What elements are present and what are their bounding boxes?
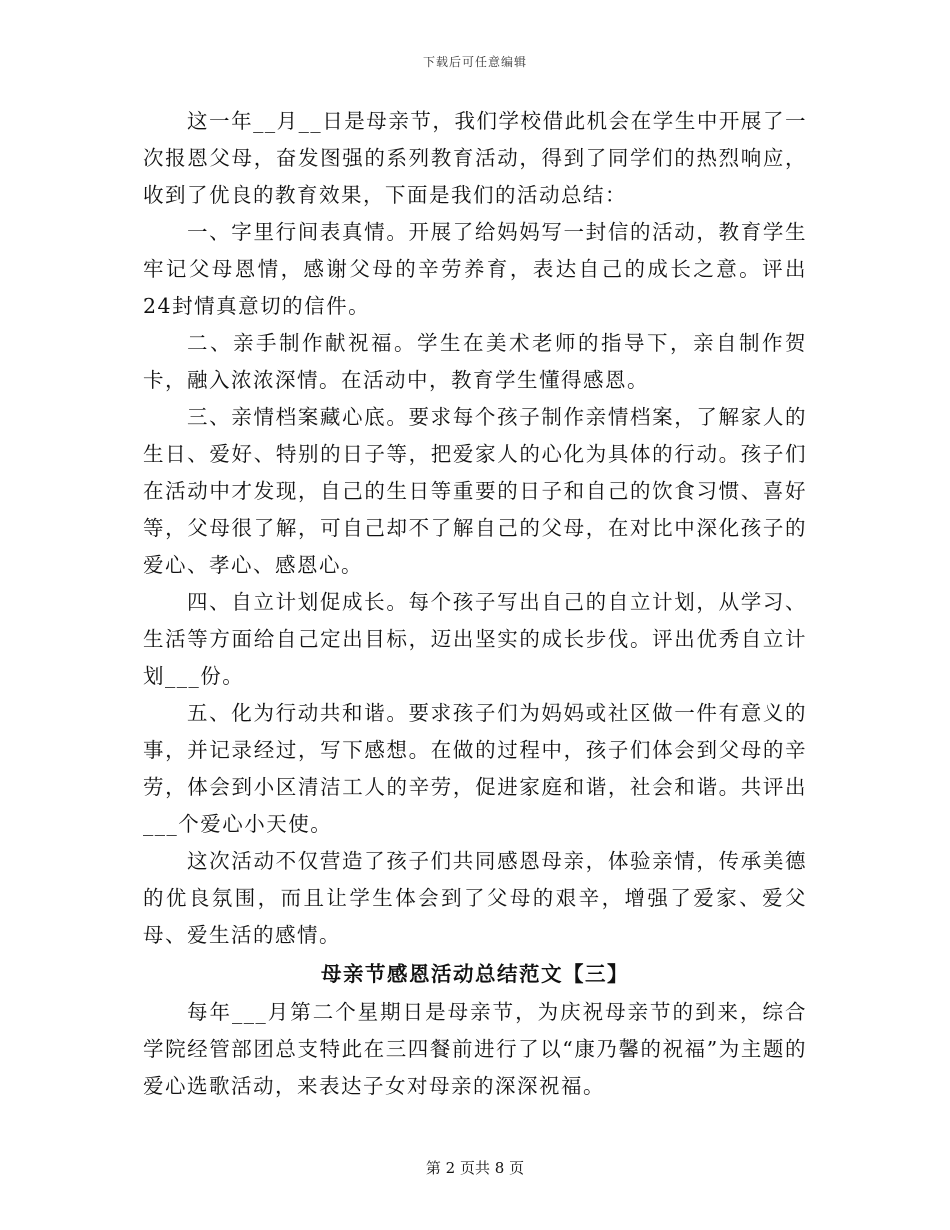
- paragraph-intro: 这一年__月__日是母亲节，我们学校借此机会在学生中开展了一次报恩父母，奋发图强的系列教育活动，得到了同学们的热烈响应，收到了优良的教育效果，下面是我们的活动总结：: [143, 109, 807, 207]
- paragraph-item-1: 一、字里行间表真情。开展了给妈妈写一封信的活动，教育学生牢记父母恩情，感谢父母的辛劳养育，表达自己的成长之意。评出24封情真意切的信件。: [143, 220, 807, 318]
- page-header: 下载后可任意编辑: [422, 55, 527, 69]
- paragraph-item-5: 五、化为行动共和谐。要求孩子们为妈妈或社区做一件有意义的事，并记录经过，写下感想。在做的过程中，孩子们体会到父母的辛劳，体会到小区清洁工人的辛劳，促进家庭和谐，社会和谐。共评出___个爱心小天使。: [143, 701, 807, 836]
- paragraph-item-4: 四、自立计划促成长。每个孩子写出自己的自立计划，从学习、生活等方面给自己定出目标，迈出坚实的成长步伐。评出优秀自立计划___份。: [143, 590, 807, 688]
- section-title: 母亲节感恩活动总结范文【三】: [321, 962, 629, 986]
- document-body: [143, 103, 807, 1105]
- paragraph-item-2: 二、亲手制作献祝福。学生在美术老师的指导下，亲自制作贺卡，融入浓浓深情。在活动中，教育学生懂得感恩。: [143, 331, 807, 392]
- paragraph-conclusion: 这次活动不仅营造了孩子们共同感恩母亲，体验亲情，传承美德的优良氛围，而且让学生体会到了父母的艰辛，增强了爱家、爱父母、爱生活的感情。: [143, 849, 807, 947]
- paragraph-item-3: 三、亲情档案藏心底。要求每个孩子制作亲情档案，了解家人的生日、爱好、特别的日子等，把爱家人的心化为具体的行动。孩子们在活动中才发现，自己的生日等重要的日子和自己的饮食习惯、喜好等，父母很了解，可自己却不了解自己的父母，在对比中深化孩子的爱心、孝心、感恩心。: [143, 405, 807, 577]
- page-number: 第 2 页共 8 页: [425, 1159, 525, 1177]
- paragraph-section3: 每年___月第二个星期日是母亲节，为庆祝母亲节的到来，综合学院经管部团总支特此在三四餐前进行了以“康乃馨的祝福”为主题的爱心选歌活动，来表达子女对母亲的深深祝福。: [143, 1000, 807, 1098]
